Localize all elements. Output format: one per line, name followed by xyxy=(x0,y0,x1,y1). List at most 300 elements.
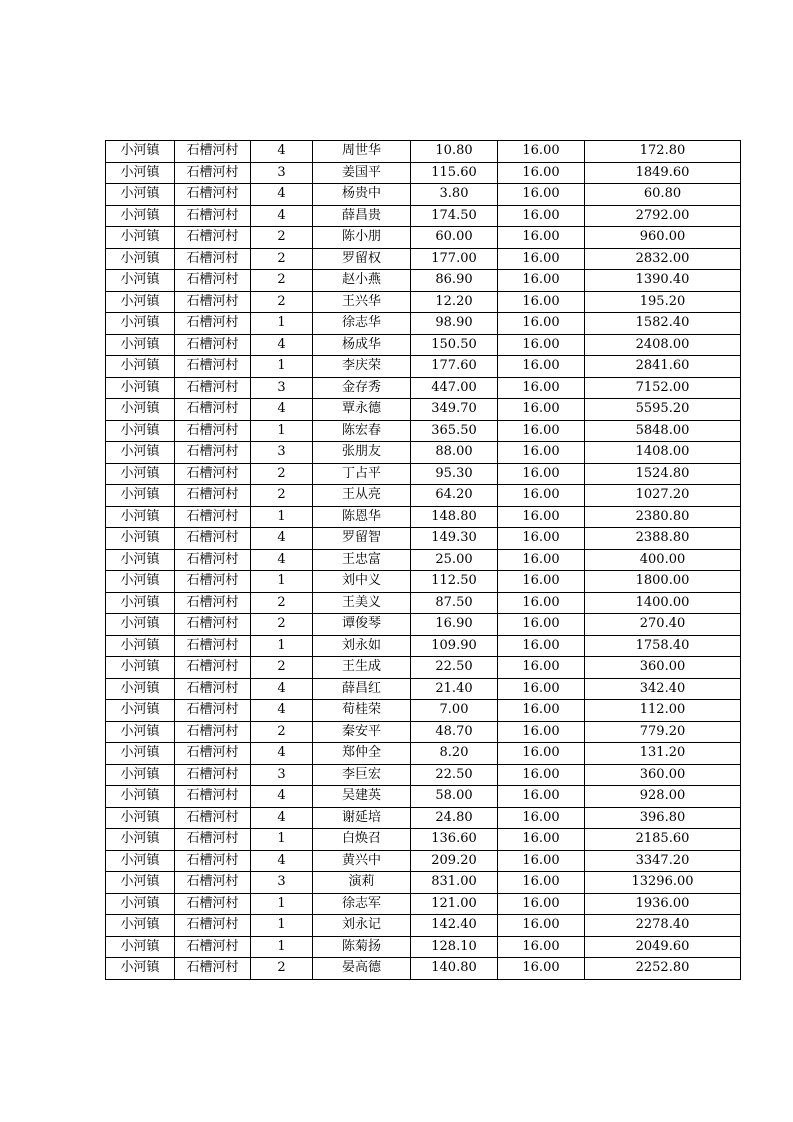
amount-cell: 928.00 xyxy=(585,786,741,808)
town-cell: 小河镇 xyxy=(106,485,175,507)
rate-cell: 16.00 xyxy=(498,485,585,507)
village-cell: 石槽河村 xyxy=(175,356,251,378)
amount-cell: 2049.60 xyxy=(585,936,741,958)
area-cell: 8.20 xyxy=(411,743,498,765)
name-cell: 陈小朋 xyxy=(313,227,411,249)
group-cell: 3 xyxy=(251,377,313,399)
village-cell: 石槽河村 xyxy=(175,829,251,851)
name-cell: 金存秀 xyxy=(313,377,411,399)
village-cell: 石槽河村 xyxy=(175,528,251,550)
table-row xyxy=(106,700,741,722)
group-cell: 4 xyxy=(251,743,313,765)
town-cell: 小河镇 xyxy=(106,313,175,335)
group-cell: 3 xyxy=(251,442,313,464)
table-row xyxy=(106,958,741,980)
amount-cell: 360.00 xyxy=(585,657,741,679)
village-cell: 石槽河村 xyxy=(175,291,251,313)
group-cell: 4 xyxy=(251,807,313,829)
amount-cell: 1400.00 xyxy=(585,592,741,614)
rate-cell: 16.00 xyxy=(498,356,585,378)
table-row xyxy=(106,227,741,249)
group-cell: 2 xyxy=(251,721,313,743)
table-row xyxy=(106,463,741,485)
village-cell: 石槽河村 xyxy=(175,764,251,786)
area-cell: 209.20 xyxy=(411,850,498,872)
group-cell: 4 xyxy=(251,678,313,700)
table-row xyxy=(106,399,741,421)
group-cell: 2 xyxy=(251,248,313,270)
name-cell: 陈菊扬 xyxy=(313,936,411,958)
name-cell: 演莉 xyxy=(313,872,411,894)
amount-cell: 400.00 xyxy=(585,549,741,571)
rate-cell: 16.00 xyxy=(498,850,585,872)
village-cell: 石槽河村 xyxy=(175,721,251,743)
area-cell: 150.50 xyxy=(411,334,498,356)
table-row xyxy=(106,936,741,958)
town-cell: 小河镇 xyxy=(106,291,175,313)
village-cell: 石槽河村 xyxy=(175,592,251,614)
area-cell: 64.20 xyxy=(411,485,498,507)
rate-cell: 16.00 xyxy=(498,829,585,851)
group-cell: 4 xyxy=(251,205,313,227)
area-cell: 3.80 xyxy=(411,184,498,206)
area-cell: 831.00 xyxy=(411,872,498,894)
table-row xyxy=(106,528,741,550)
village-cell: 石槽河村 xyxy=(175,334,251,356)
table-row xyxy=(106,786,741,808)
rate-cell: 16.00 xyxy=(498,162,585,184)
rate-cell: 16.00 xyxy=(498,313,585,335)
table-row xyxy=(106,270,741,292)
town-cell: 小河镇 xyxy=(106,463,175,485)
rate-cell: 16.00 xyxy=(498,141,585,163)
table-row xyxy=(106,313,741,335)
group-cell: 4 xyxy=(251,334,313,356)
rate-cell: 16.00 xyxy=(498,915,585,937)
area-cell: 177.00 xyxy=(411,248,498,270)
name-cell: 丁占平 xyxy=(313,463,411,485)
table-row xyxy=(106,829,741,851)
area-cell: 25.00 xyxy=(411,549,498,571)
name-cell: 王忠富 xyxy=(313,549,411,571)
name-cell: 薛昌贵 xyxy=(313,205,411,227)
town-cell: 小河镇 xyxy=(106,227,175,249)
name-cell: 刘中义 xyxy=(313,571,411,593)
group-cell: 2 xyxy=(251,592,313,614)
group-cell: 2 xyxy=(251,614,313,636)
name-cell: 王兴华 xyxy=(313,291,411,313)
name-cell: 白焕召 xyxy=(313,829,411,851)
table-row xyxy=(106,291,741,313)
amount-cell: 1800.00 xyxy=(585,571,741,593)
table-row xyxy=(106,635,741,657)
group-cell: 1 xyxy=(251,915,313,937)
rate-cell: 16.00 xyxy=(498,549,585,571)
rate-cell: 16.00 xyxy=(498,270,585,292)
amount-cell: 1582.40 xyxy=(585,313,741,335)
rate-cell: 16.00 xyxy=(498,614,585,636)
rate-cell: 16.00 xyxy=(498,764,585,786)
table-row xyxy=(106,248,741,270)
village-cell: 石槽河村 xyxy=(175,270,251,292)
name-cell: 王从亮 xyxy=(313,485,411,507)
table-row xyxy=(106,420,741,442)
group-cell: 1 xyxy=(251,936,313,958)
village-cell: 石槽河村 xyxy=(175,850,251,872)
town-cell: 小河镇 xyxy=(106,721,175,743)
amount-cell: 112.00 xyxy=(585,700,741,722)
area-cell: 95.30 xyxy=(411,463,498,485)
area-cell: 86.90 xyxy=(411,270,498,292)
town-cell: 小河镇 xyxy=(106,807,175,829)
village-cell: 石槽河村 xyxy=(175,506,251,528)
amount-cell: 2185.60 xyxy=(585,829,741,851)
area-cell: 10.80 xyxy=(411,141,498,163)
name-cell: 秦安平 xyxy=(313,721,411,743)
amount-cell: 270.40 xyxy=(585,614,741,636)
village-cell: 石槽河村 xyxy=(175,678,251,700)
name-cell: 刘永如 xyxy=(313,635,411,657)
town-cell: 小河镇 xyxy=(106,248,175,270)
village-cell: 石槽河村 xyxy=(175,743,251,765)
area-cell: 142.40 xyxy=(411,915,498,937)
amount-cell: 2792.00 xyxy=(585,205,741,227)
table-row xyxy=(106,162,741,184)
area-cell: 349.70 xyxy=(411,399,498,421)
group-cell: 2 xyxy=(251,485,313,507)
town-cell: 小河镇 xyxy=(106,786,175,808)
table-row xyxy=(106,356,741,378)
rate-cell: 16.00 xyxy=(498,893,585,915)
group-cell: 4 xyxy=(251,850,313,872)
table-row xyxy=(106,850,741,872)
table-row xyxy=(106,506,741,528)
town-cell: 小河镇 xyxy=(106,270,175,292)
village-cell: 石槽河村 xyxy=(175,893,251,915)
amount-cell: 2841.60 xyxy=(585,356,741,378)
village-cell: 石槽河村 xyxy=(175,549,251,571)
area-cell: 174.50 xyxy=(411,205,498,227)
amount-cell: 1027.20 xyxy=(585,485,741,507)
table-body xyxy=(106,141,741,980)
town-cell: 小河镇 xyxy=(106,377,175,399)
village-cell: 石槽河村 xyxy=(175,915,251,937)
area-cell: 128.10 xyxy=(411,936,498,958)
group-cell: 3 xyxy=(251,764,313,786)
area-cell: 121.00 xyxy=(411,893,498,915)
group-cell: 4 xyxy=(251,549,313,571)
amount-cell: 360.00 xyxy=(585,764,741,786)
area-cell: 88.00 xyxy=(411,442,498,464)
village-cell: 石槽河村 xyxy=(175,657,251,679)
table-row xyxy=(106,571,741,593)
name-cell: 覃永德 xyxy=(313,399,411,421)
name-cell: 徐志华 xyxy=(313,313,411,335)
table-row xyxy=(106,764,741,786)
rate-cell: 16.00 xyxy=(498,657,585,679)
area-cell: 177.60 xyxy=(411,356,498,378)
village-cell: 石槽河村 xyxy=(175,958,251,980)
rate-cell: 16.00 xyxy=(498,571,585,593)
amount-cell: 2408.00 xyxy=(585,334,741,356)
group-cell: 2 xyxy=(251,227,313,249)
name-cell: 薛昌红 xyxy=(313,678,411,700)
name-cell: 罗留智 xyxy=(313,528,411,550)
town-cell: 小河镇 xyxy=(106,442,175,464)
town-cell: 小河镇 xyxy=(106,420,175,442)
group-cell: 1 xyxy=(251,356,313,378)
area-cell: 21.40 xyxy=(411,678,498,700)
town-cell: 小河镇 xyxy=(106,141,175,163)
town-cell: 小河镇 xyxy=(106,184,175,206)
area-cell: 365.50 xyxy=(411,420,498,442)
table-row xyxy=(106,678,741,700)
table-row xyxy=(106,721,741,743)
amount-cell: 2278.40 xyxy=(585,915,741,937)
group-cell: 4 xyxy=(251,184,313,206)
village-cell: 石槽河村 xyxy=(175,184,251,206)
area-cell: 136.60 xyxy=(411,829,498,851)
rate-cell: 16.00 xyxy=(498,442,585,464)
group-cell: 1 xyxy=(251,829,313,851)
town-cell: 小河镇 xyxy=(106,936,175,958)
table-row xyxy=(106,807,741,829)
table-row xyxy=(106,334,741,356)
town-cell: 小河镇 xyxy=(106,700,175,722)
name-cell: 赵小燕 xyxy=(313,270,411,292)
area-cell: 148.80 xyxy=(411,506,498,528)
rate-cell: 16.00 xyxy=(498,420,585,442)
name-cell: 罗留权 xyxy=(313,248,411,270)
rate-cell: 16.00 xyxy=(498,506,585,528)
amount-cell: 5595.20 xyxy=(585,399,741,421)
rate-cell: 16.00 xyxy=(498,399,585,421)
table-row xyxy=(106,184,741,206)
town-cell: 小河镇 xyxy=(106,205,175,227)
area-cell: 447.00 xyxy=(411,377,498,399)
village-cell: 石槽河村 xyxy=(175,162,251,184)
group-cell: 4 xyxy=(251,141,313,163)
rate-cell: 16.00 xyxy=(498,721,585,743)
amount-cell: 1390.40 xyxy=(585,270,741,292)
amount-cell: 195.20 xyxy=(585,291,741,313)
group-cell: 1 xyxy=(251,635,313,657)
name-cell: 郑仲全 xyxy=(313,743,411,765)
group-cell: 1 xyxy=(251,893,313,915)
rate-cell: 16.00 xyxy=(498,291,585,313)
group-cell: 1 xyxy=(251,506,313,528)
group-cell: 3 xyxy=(251,162,313,184)
village-cell: 石槽河村 xyxy=(175,485,251,507)
rate-cell: 16.00 xyxy=(498,463,585,485)
name-cell: 晏高德 xyxy=(313,958,411,980)
village-cell: 石槽河村 xyxy=(175,227,251,249)
amount-cell: 131.20 xyxy=(585,743,741,765)
name-cell: 陈恩华 xyxy=(313,506,411,528)
table-row xyxy=(106,743,741,765)
town-cell: 小河镇 xyxy=(106,162,175,184)
area-cell: 149.30 xyxy=(411,528,498,550)
group-cell: 2 xyxy=(251,291,313,313)
village-cell: 石槽河村 xyxy=(175,141,251,163)
town-cell: 小河镇 xyxy=(106,635,175,657)
name-cell: 谭俊琴 xyxy=(313,614,411,636)
amount-cell: 13296.00 xyxy=(585,872,741,894)
name-cell: 荀桂荣 xyxy=(313,700,411,722)
amount-cell: 2380.80 xyxy=(585,506,741,528)
town-cell: 小河镇 xyxy=(106,678,175,700)
name-cell: 杨贵中 xyxy=(313,184,411,206)
table-row xyxy=(106,549,741,571)
village-cell: 石槽河村 xyxy=(175,635,251,657)
village-cell: 石槽河村 xyxy=(175,420,251,442)
amount-cell: 1936.00 xyxy=(585,893,741,915)
amount-cell: 779.20 xyxy=(585,721,741,743)
town-cell: 小河镇 xyxy=(106,334,175,356)
table-row xyxy=(106,614,741,636)
area-cell: 112.50 xyxy=(411,571,498,593)
village-cell: 石槽河村 xyxy=(175,442,251,464)
rate-cell: 16.00 xyxy=(498,743,585,765)
town-cell: 小河镇 xyxy=(106,571,175,593)
amount-cell: 1524.80 xyxy=(585,463,741,485)
group-cell: 1 xyxy=(251,571,313,593)
area-cell: 58.00 xyxy=(411,786,498,808)
table-row xyxy=(106,592,741,614)
area-cell: 22.50 xyxy=(411,764,498,786)
name-cell: 吴建英 xyxy=(313,786,411,808)
name-cell: 张朋友 xyxy=(313,442,411,464)
group-cell: 4 xyxy=(251,528,313,550)
rate-cell: 16.00 xyxy=(498,184,585,206)
group-cell: 2 xyxy=(251,463,313,485)
town-cell: 小河镇 xyxy=(106,743,175,765)
amount-cell: 960.00 xyxy=(585,227,741,249)
rate-cell: 16.00 xyxy=(498,227,585,249)
amount-cell: 1408.00 xyxy=(585,442,741,464)
rate-cell: 16.00 xyxy=(498,936,585,958)
group-cell: 2 xyxy=(251,270,313,292)
village-cell: 石槽河村 xyxy=(175,614,251,636)
rate-cell: 16.00 xyxy=(498,248,585,270)
town-cell: 小河镇 xyxy=(106,958,175,980)
area-cell: 109.90 xyxy=(411,635,498,657)
village-cell: 石槽河村 xyxy=(175,872,251,894)
area-cell: 87.50 xyxy=(411,592,498,614)
area-cell: 22.50 xyxy=(411,657,498,679)
area-cell: 98.90 xyxy=(411,313,498,335)
rate-cell: 16.00 xyxy=(498,807,585,829)
group-cell: 4 xyxy=(251,786,313,808)
town-cell: 小河镇 xyxy=(106,399,175,421)
town-cell: 小河镇 xyxy=(106,872,175,894)
name-cell: 李巨宏 xyxy=(313,764,411,786)
name-cell: 谢延培 xyxy=(313,807,411,829)
table-row xyxy=(106,657,741,679)
town-cell: 小河镇 xyxy=(106,915,175,937)
table-row xyxy=(106,915,741,937)
town-cell: 小河镇 xyxy=(106,893,175,915)
amount-cell: 2388.80 xyxy=(585,528,741,550)
amount-cell: 5848.00 xyxy=(585,420,741,442)
village-cell: 石槽河村 xyxy=(175,399,251,421)
village-cell: 石槽河村 xyxy=(175,205,251,227)
name-cell: 徐志军 xyxy=(313,893,411,915)
town-cell: 小河镇 xyxy=(106,506,175,528)
amount-cell: 172.80 xyxy=(585,141,741,163)
rate-cell: 16.00 xyxy=(498,528,585,550)
amount-cell: 2832.00 xyxy=(585,248,741,270)
town-cell: 小河镇 xyxy=(106,614,175,636)
group-cell: 2 xyxy=(251,958,313,980)
town-cell: 小河镇 xyxy=(106,829,175,851)
group-cell: 1 xyxy=(251,313,313,335)
town-cell: 小河镇 xyxy=(106,764,175,786)
table-row xyxy=(106,377,741,399)
town-cell: 小河镇 xyxy=(106,549,175,571)
rate-cell: 16.00 xyxy=(498,592,585,614)
rate-cell: 16.00 xyxy=(498,786,585,808)
area-cell: 12.20 xyxy=(411,291,498,313)
table-row xyxy=(106,205,741,227)
amount-cell: 1849.60 xyxy=(585,162,741,184)
group-cell: 1 xyxy=(251,420,313,442)
area-cell: 60.00 xyxy=(411,227,498,249)
area-cell: 115.60 xyxy=(411,162,498,184)
area-cell: 16.90 xyxy=(411,614,498,636)
table-row xyxy=(106,893,741,915)
area-cell: 7.00 xyxy=(411,700,498,722)
name-cell: 黄兴中 xyxy=(313,850,411,872)
amount-cell: 60.80 xyxy=(585,184,741,206)
town-cell: 小河镇 xyxy=(106,592,175,614)
town-cell: 小河镇 xyxy=(106,850,175,872)
group-cell: 4 xyxy=(251,700,313,722)
village-cell: 石槽河村 xyxy=(175,786,251,808)
village-cell: 石槽河村 xyxy=(175,463,251,485)
table-row xyxy=(106,442,741,464)
rate-cell: 16.00 xyxy=(498,700,585,722)
name-cell: 姜国平 xyxy=(313,162,411,184)
amount-cell: 3347.20 xyxy=(585,850,741,872)
amount-cell: 396.80 xyxy=(585,807,741,829)
table-row xyxy=(106,141,741,163)
rate-cell: 16.00 xyxy=(498,635,585,657)
amount-cell: 342.40 xyxy=(585,678,741,700)
village-cell: 石槽河村 xyxy=(175,313,251,335)
table-row xyxy=(106,872,741,894)
rate-cell: 16.00 xyxy=(498,958,585,980)
rate-cell: 16.00 xyxy=(498,334,585,356)
name-cell: 王美义 xyxy=(313,592,411,614)
amount-cell: 2252.80 xyxy=(585,958,741,980)
rate-cell: 16.00 xyxy=(498,678,585,700)
village-cell: 石槽河村 xyxy=(175,377,251,399)
village-cell: 石槽河村 xyxy=(175,700,251,722)
village-cell: 石槽河村 xyxy=(175,571,251,593)
area-cell: 24.80 xyxy=(411,807,498,829)
village-cell: 石槽河村 xyxy=(175,248,251,270)
amount-cell: 1758.40 xyxy=(585,635,741,657)
name-cell: 刘永记 xyxy=(313,915,411,937)
rate-cell: 16.00 xyxy=(498,872,585,894)
amount-cell: 7152.00 xyxy=(585,377,741,399)
name-cell: 李庆荣 xyxy=(313,356,411,378)
area-cell: 48.70 xyxy=(411,721,498,743)
name-cell: 周世华 xyxy=(313,141,411,163)
town-cell: 小河镇 xyxy=(106,356,175,378)
group-cell: 3 xyxy=(251,872,313,894)
